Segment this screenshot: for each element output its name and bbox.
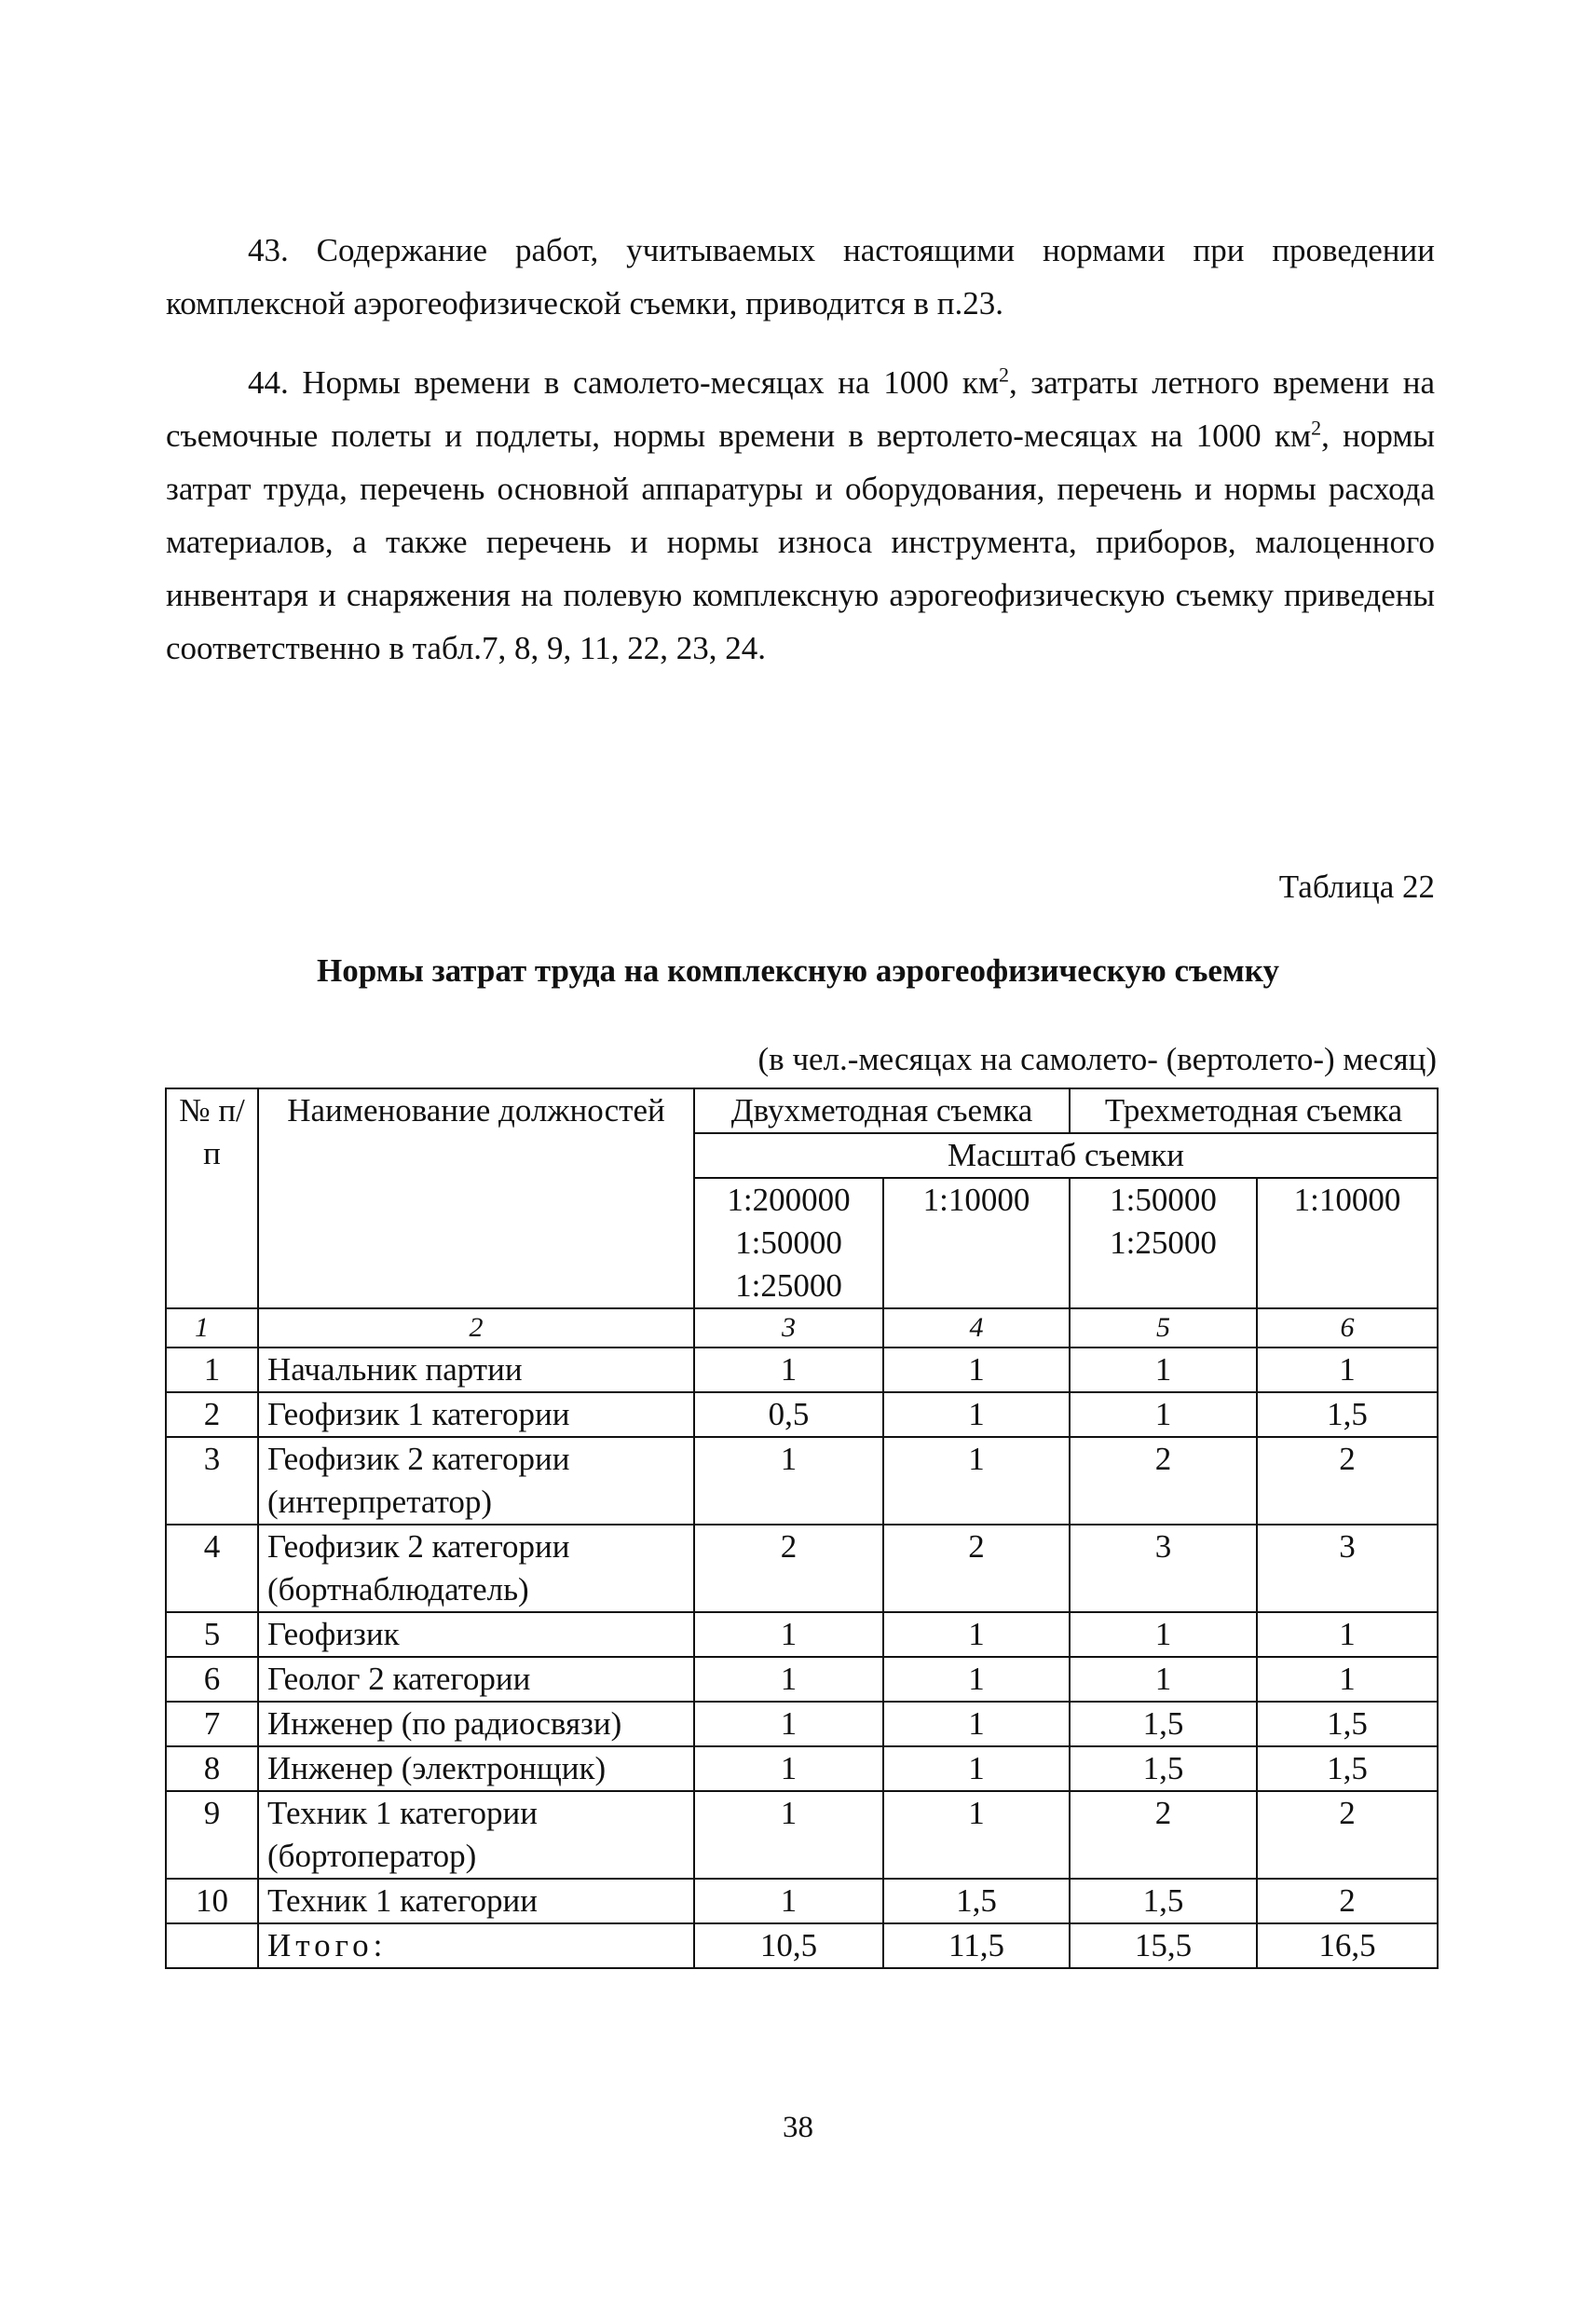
header-scale-1: 1:200000 1:50000 1:25000 — [694, 1178, 883, 1308]
position-name: Техник 1 категории — [258, 1879, 694, 1923]
norm-value: 1,5 — [883, 1879, 1070, 1923]
column-index: 3 — [694, 1308, 883, 1348]
norm-value: 2 — [1070, 1437, 1257, 1525]
norm-value: 1,5 — [1257, 1392, 1438, 1437]
position-name: Инженер (по радиосвязи) — [258, 1702, 694, 1746]
norm-value: 1 — [883, 1612, 1070, 1657]
header-name: Наименование должностей — [258, 1088, 694, 1308]
norm-value: 2 — [1257, 1879, 1438, 1923]
column-index: 4 — [883, 1308, 1070, 1348]
header-row-1 — [166, 1088, 1438, 1133]
total-value: 10,5 — [694, 1923, 883, 1968]
superscript-2: 2 — [999, 363, 1010, 387]
table-row — [166, 1392, 1438, 1437]
row-number: 5 — [166, 1612, 258, 1657]
norm-value: 1 — [883, 1657, 1070, 1702]
norm-value: 1 — [1257, 1348, 1438, 1392]
table-units: (в чел.-месяцах на самолето- (вертолето-) месяц) — [757, 1041, 1437, 1077]
norm-value: 1 — [694, 1746, 883, 1791]
table-title: Нормы затрат труда на комплексную аэрогеофизическую съемку — [317, 952, 1279, 989]
table-row — [166, 1657, 1438, 1702]
position-name: Техник 1 категории (бортоператор) — [258, 1791, 694, 1879]
position-name: Геофизик 1 категории — [258, 1392, 694, 1437]
column-index: 5 — [1070, 1308, 1257, 1348]
norm-value: 1 — [1257, 1612, 1438, 1657]
position-name: Инженер (электронщик) — [258, 1746, 694, 1791]
norm-value: 1 — [694, 1791, 883, 1879]
table-row — [166, 1702, 1438, 1746]
norm-value: 2 — [694, 1525, 883, 1612]
position-name: Начальник партии — [258, 1348, 694, 1392]
superscript-2: 2 — [1311, 416, 1322, 440]
norm-value: 1 — [883, 1392, 1070, 1437]
norm-value: 1 — [883, 1702, 1070, 1746]
total-value: 11,5 — [883, 1923, 1070, 1968]
position-name: Геолог 2 категории — [258, 1657, 694, 1702]
norm-value: 3 — [1257, 1525, 1438, 1612]
table-row — [166, 1525, 1438, 1612]
column-index: 2 — [258, 1308, 694, 1348]
table-row — [166, 1348, 1438, 1392]
header-dual: Двухметодная съемка — [694, 1088, 1070, 1133]
paragraph-44-part-3: , нормы затрат труда, перечень основной аппаратуры и оборудования, перечень и нормы расхода материалов, а также перечень и нормы износа инструмента, приборов, малоценного инвентаря и снаряжения на полевую комплексную аэрогеофизическую съемку приведены соответственно в табл.7, 8, 9, 11, 22, 23, 24. — [166, 417, 1435, 666]
norm-value: 1 — [1070, 1348, 1257, 1392]
row-number: 3 — [166, 1437, 258, 1525]
total-value: 15,5 — [1070, 1923, 1257, 1968]
norm-value: 1 — [694, 1612, 883, 1657]
norm-value: 1,5 — [1257, 1746, 1438, 1791]
header-num: № п/п — [166, 1088, 258, 1308]
row-number: 1 — [166, 1348, 258, 1392]
norm-value: 1 — [694, 1348, 883, 1392]
labor-norms-table — [165, 1088, 1439, 1969]
column-index: 6 — [1257, 1308, 1438, 1348]
header-scale: Масштаб съемки — [694, 1133, 1438, 1178]
position-name: Геофизик 2 категории (интерпретатор) — [258, 1437, 694, 1525]
paragraph-44 — [166, 356, 1435, 675]
row-number: 4 — [166, 1525, 258, 1612]
table-row — [166, 1879, 1438, 1923]
total-empty-cell — [166, 1923, 258, 1968]
table-row — [166, 1791, 1438, 1879]
position-name: Геофизик 2 категории (бортнаблюдатель) — [258, 1525, 694, 1612]
norm-value: 0,5 — [694, 1392, 883, 1437]
norm-value: 1 — [1070, 1612, 1257, 1657]
norm-value: 2 — [1257, 1437, 1438, 1525]
header-scale-3: 1:50000 1:25000 — [1070, 1178, 1257, 1308]
norm-value: 1 — [694, 1879, 883, 1923]
norm-value: 1 — [1257, 1657, 1438, 1702]
table-row — [166, 1612, 1438, 1657]
norm-value: 1 — [694, 1702, 883, 1746]
norm-value: 2 — [1257, 1791, 1438, 1879]
norm-value: 2 — [883, 1525, 1070, 1612]
total-row — [166, 1923, 1438, 1968]
table-row — [166, 1437, 1438, 1525]
page-number: 38 — [783, 2111, 813, 2144]
paragraph-44-part-2: , затраты летного времени на съемочные полеты и подлеты, нормы времени в вертолето-месяцах на 1000 км — [166, 364, 1435, 454]
column-index-row — [166, 1308, 1438, 1348]
norm-value: 3 — [1070, 1525, 1257, 1612]
norm-value: 1,5 — [1070, 1746, 1257, 1791]
norm-value: 1 — [883, 1746, 1070, 1791]
norm-value: 1,5 — [1070, 1702, 1257, 1746]
paragraph-44-part-1: 44. Нормы времени в самолето-месяцах на 1000 км — [248, 364, 1000, 401]
norm-value: 1 — [883, 1348, 1070, 1392]
norm-value: 2 — [1070, 1791, 1257, 1879]
position-name: Геофизик — [258, 1612, 694, 1657]
table-row — [166, 1746, 1438, 1791]
header-scale-2: 1:10000 — [883, 1178, 1070, 1308]
row-number: 7 — [166, 1702, 258, 1746]
total-label: Итого: — [258, 1923, 694, 1968]
row-number: 8 — [166, 1746, 258, 1791]
row-number: 10 — [166, 1879, 258, 1923]
header-scale-4: 1:10000 — [1257, 1178, 1438, 1308]
norm-value: 1 — [883, 1437, 1070, 1525]
header-triple: Трехметодная съемка — [1070, 1088, 1438, 1133]
norm-value: 1,5 — [1257, 1702, 1438, 1746]
paragraph-43: 43. Содержание работ, учитываемых настоящими нормами при проведении комплексной аэрогеофизической съемки, приводится в п.23. — [166, 232, 1435, 321]
table-body — [166, 1088, 1438, 1968]
column-index: 1 — [166, 1308, 258, 1348]
row-number: 6 — [166, 1657, 258, 1702]
norm-value: 1 — [883, 1791, 1070, 1879]
norm-value: 1 — [694, 1657, 883, 1702]
norm-value: 1 — [1070, 1657, 1257, 1702]
table-number: Таблица 22 — [1278, 869, 1435, 905]
norm-value: 1,5 — [1070, 1879, 1257, 1923]
norm-value: 1 — [1070, 1392, 1257, 1437]
norm-value: 1 — [694, 1437, 883, 1525]
row-number: 9 — [166, 1791, 258, 1879]
total-value: 16,5 — [1257, 1923, 1438, 1968]
row-number: 2 — [166, 1392, 258, 1437]
